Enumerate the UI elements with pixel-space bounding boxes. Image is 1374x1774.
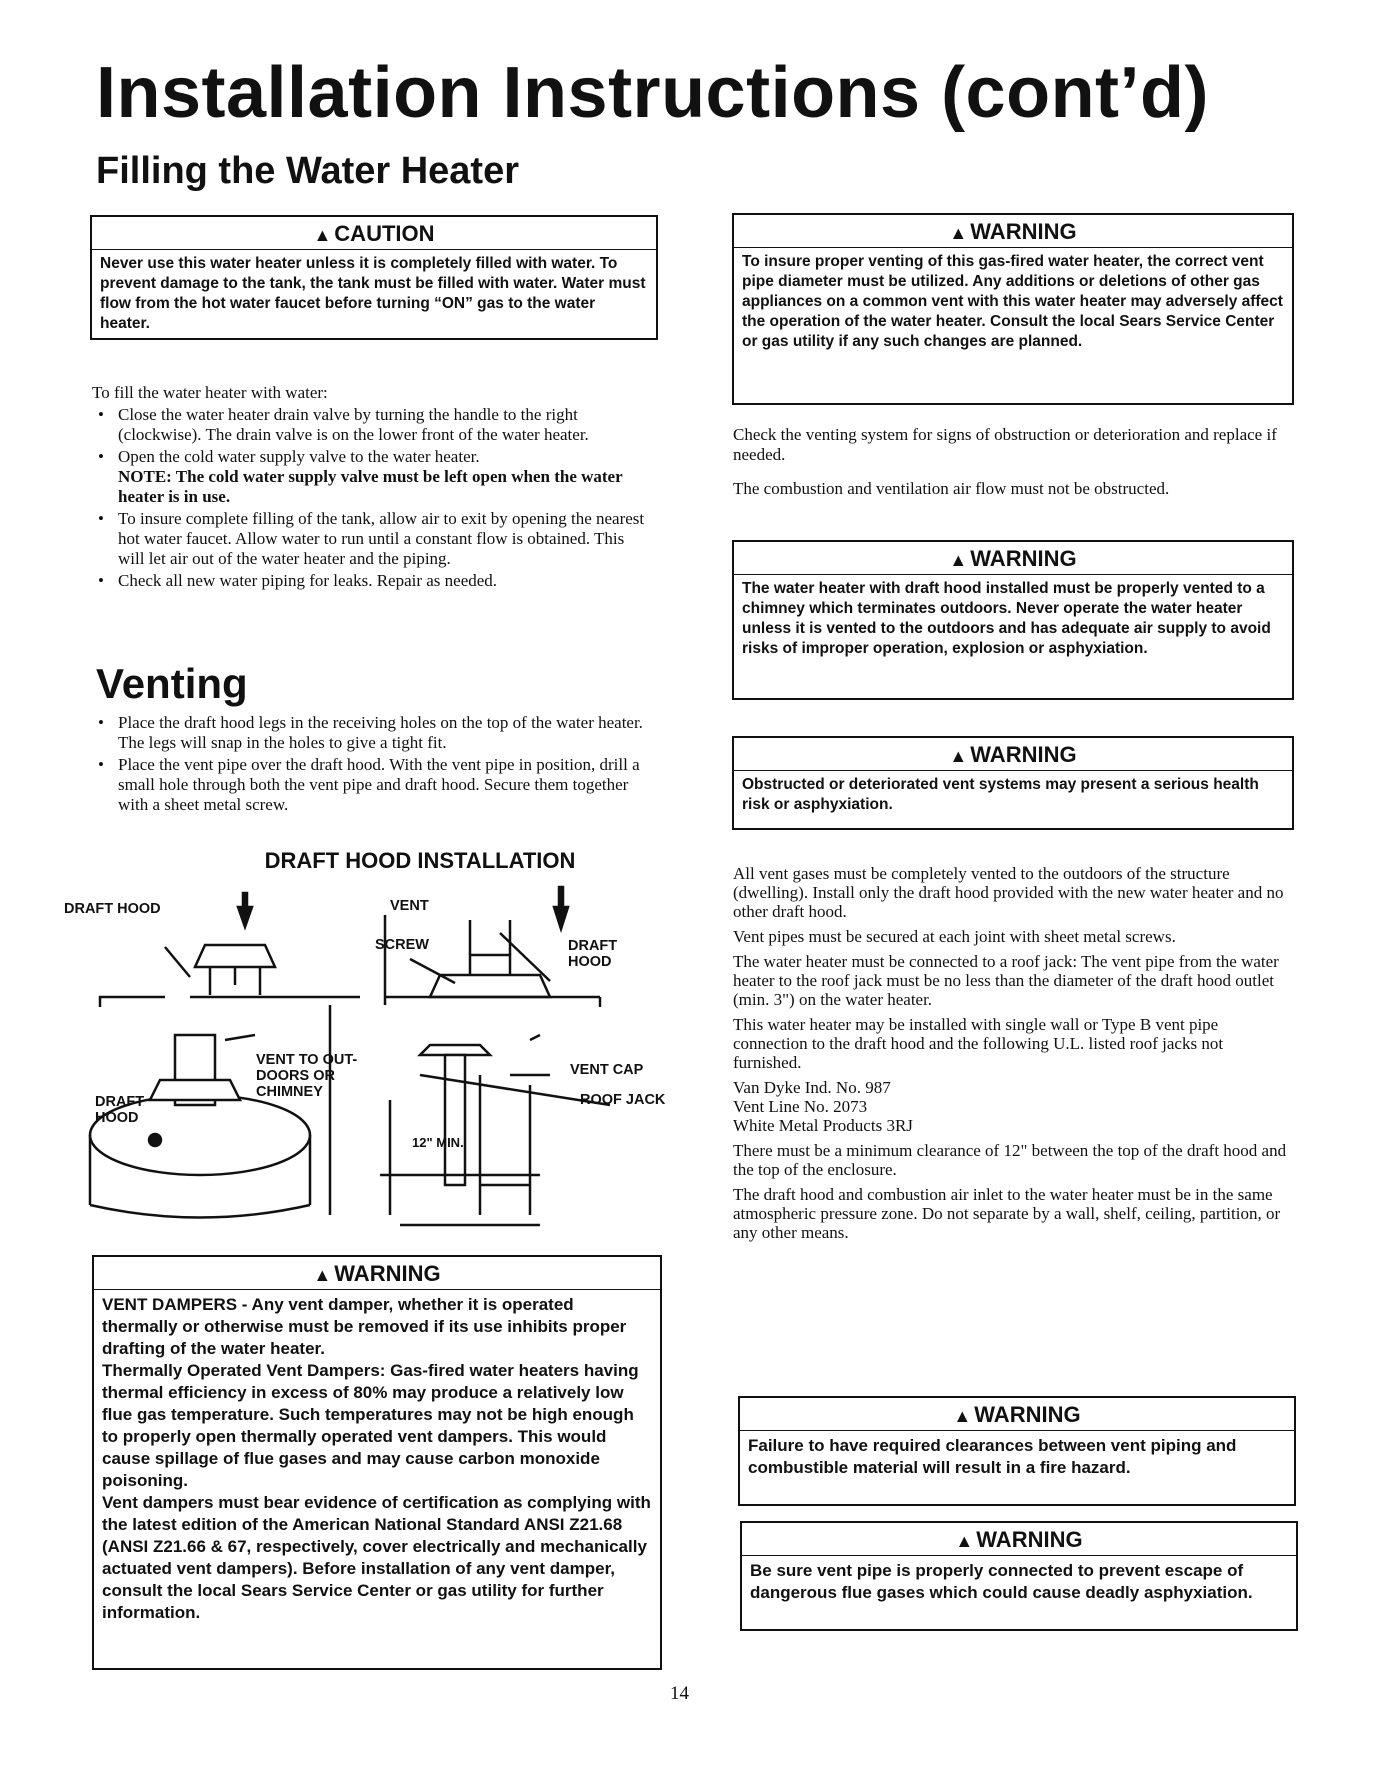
warning-triangle-icon: ▲ (949, 746, 968, 766)
paragraph: This water heater may be installed with single wall or Type B vent pipe connection to the draft hood and the following U.L. listed roof jacks not furnished. (733, 1015, 1224, 1072)
list-item (92, 713, 652, 753)
list-item-text: Close the water heater drain valve by turning the handle to the right (clockwise). The drain valve is on the lower front of the water heater. (118, 405, 589, 444)
caution-box (90, 215, 658, 340)
warning-triangle-icon: ▲ (313, 1265, 332, 1285)
page-title: Installation Instructions (cont’d) (96, 53, 1209, 133)
warning-header (734, 215, 1292, 248)
roof-jack-item: White Metal Products 3RJ (733, 1116, 913, 1135)
warning-body (734, 575, 1292, 665)
warning-text: Thermally Operated Vent Dampers: Gas-fired water heaters having thermal efficiency in excess of 80% may produce a relatively low flue gas temperature. Such temperatures may not be high enough to properly open thermally operated vent dampers. This would cause spillage of flue gases and may cause carbon monoxide poisoning. (102, 1361, 639, 1490)
warning-body (734, 248, 1292, 358)
warning-triangle-icon: ▲ (949, 223, 968, 243)
filling-bullet-list (92, 405, 652, 591)
warning-body (740, 1431, 1294, 1485)
label-draft-hood-bottom: DRAFT HOOD (95, 1094, 145, 1126)
warning-body (742, 1556, 1296, 1610)
list-item (92, 509, 652, 569)
list-item-text: Check all new water piping for leaks. Repair as needed. (118, 571, 498, 590)
warning-box-connection (740, 1521, 1298, 1631)
warning-text: The water heater with draft hood installed must be properly vented to a chimney which terminates outdoors. Never operate the water heater unless it is vented to the outdoors and has adequate air supply to avoid risks of improper operation, explosion or asphyxiation. (742, 580, 1271, 657)
list-item-text: Place the vent pipe over the draft hood. With the vent pipe in position, drill a small hole through both the vent pipe and draft hood. Secure them together with a sheet metal screw. (118, 755, 640, 814)
warning-title: WARNING (970, 546, 1077, 571)
warning-title: WARNING (974, 1402, 1081, 1427)
filling-intro: To fill the water heater with water: (92, 383, 328, 402)
paragraph: All vent gases must be completely vented to the outdoors of the structure (dwelling). Install only the draft hood provided with the new water heater and no other draft hood. (733, 864, 1284, 921)
warning-triangle-icon: ▲ (955, 1531, 974, 1551)
warning-triangle-icon: ▲ (313, 225, 332, 245)
paragraph: There must be a minimum clearance of 12" between the top of the draft hood and the top of the enclosure. (733, 1141, 1287, 1179)
warning-body (94, 1290, 660, 1630)
section-heading-filling: Filling the Water Heater (96, 150, 519, 192)
label-min-clearance: 12" MIN. (412, 1135, 464, 1150)
paragraph: The combustion and ventilation air flow must not be obstructed. (733, 479, 1170, 498)
warning-box-clearances (738, 1396, 1296, 1506)
warning-text: Be sure vent pipe is properly connected to prevent escape of dangerous flue gases which could cause deadly asphyxiation. (750, 1561, 1253, 1602)
warning-box-vent-diameter (732, 213, 1294, 405)
warning-title: WARNING (976, 1527, 1083, 1552)
warning-box-chimney (732, 540, 1294, 700)
warning-body (734, 771, 1292, 821)
paragraph: The water heater must be connected to a roof jack: The vent pipe from the water heater to the roof jack must be no less than the diameter of the draft hood outlet (min. 3") on the water heater. (733, 952, 1279, 1009)
warning-header (94, 1257, 660, 1290)
warning-header (742, 1523, 1296, 1556)
warning-title: WARNING (970, 219, 1077, 244)
warning-text: Vent dampers must bear evidence of certification as complying with the latest edition of the American National Standard ANSI Z21.68 (ANSI Z21.66 & 67, respectively, cover electrically and mechanically actuated vent dampers). Before installation of any vent damper, consult the local Sears Service Center or gas utility for further information. (102, 1493, 651, 1622)
roof-jack-item: Van Dyke Ind. No. 987 (733, 1078, 891, 1097)
warning-header (734, 738, 1292, 771)
roof-jack-item: Vent Line No. 2073 (733, 1097, 868, 1116)
label-vent-cap: VENT CAP (570, 1062, 644, 1078)
list-item (92, 447, 652, 507)
venting-instructions (92, 713, 652, 817)
warning-text: To insure proper venting of this gas-fired water heater, the correct vent pipe diameter must be utilized. Any additions or deletions of other gas appliances on a common vent with this water heater may adversely affect the operation of the water heater. Consult the local Sears Service Center or gas utility if any such changes are planned. (742, 253, 1283, 350)
caution-text: Never use this water heater unless it is completely filled with water. To prevent damage to the tank, the tank must be filled with water. Water must flow from the hot water faucet before turning “ON” gas to the water heater. (100, 255, 646, 332)
warning-box-dampers (92, 1255, 662, 1670)
label-screw: SCREW (375, 937, 429, 953)
warning-text: Obstructed or deteriorated vent systems may present a serious health risk or asphyxiation. (742, 776, 1259, 813)
list-item-text: To insure complete filling of the tank, allow air to exit by opening the nearest hot water faucet. Allow water to run until a constant flow is obtained. This will let air out of the water heater and the piping. (118, 509, 645, 568)
warning-triangle-icon: ▲ (949, 550, 968, 570)
warning-title: WARNING (334, 1261, 441, 1286)
caution-body (92, 250, 656, 340)
paragraph: The draft hood and combustion air inlet to the water heater must be in the same atmospheric pressure zone. Do not separate by a wall, shelf, ceiling, partition, or any other means. (733, 1185, 1281, 1242)
paragraph: Check the venting system for signs of obstruction or deterioration and replace if needed. (733, 425, 1277, 464)
label-draft-hood-top: DRAFT HOOD (64, 901, 161, 917)
list-item (92, 571, 652, 591)
venting-check-text (733, 425, 1293, 513)
warning-header (740, 1398, 1294, 1431)
page-number: 14 (670, 1683, 689, 1704)
section-heading-venting: Venting (96, 660, 248, 707)
list-item (92, 405, 652, 445)
list-item-text: Open the cold water supply valve to the water heater. (118, 447, 480, 466)
label-roof-jack: ROOF JACK (580, 1092, 666, 1108)
diagram-caption: DRAFT HOOD INSTALLATION (264, 848, 576, 873)
warning-title: WARNING (970, 742, 1077, 767)
caution-header (92, 217, 656, 250)
label-vent-to-outdoors: VENT TO OUT- DOORS OR CHIMNEY (256, 1052, 358, 1100)
list-item (92, 755, 652, 815)
arrow-down-icon (554, 907, 568, 929)
label-vent: VENT (390, 898, 429, 914)
vent-requirements-text (733, 864, 1295, 1256)
filling-note: NOTE: The cold water supply valve must be left open when the water heater is in use. (118, 467, 623, 506)
warning-text: Failure to have required clearances between vent piping and combustible material will result in a fire hazard. (748, 1436, 1237, 1477)
caution-title: CAUTION (334, 221, 435, 246)
list-item-text: Place the draft hood legs in the receiving holes on the top of the water heater. The legs will snap in the holes to give a tight fit. (118, 713, 643, 752)
warning-header (734, 542, 1292, 575)
warning-triangle-icon: ▲ (953, 1406, 972, 1426)
warning-box-obstructed (732, 736, 1294, 830)
label-draft-hood-right: DRAFT HOOD (568, 938, 618, 970)
filling-instructions (92, 383, 652, 593)
paragraph: Vent pipes must be secured at each joint with sheet metal screws. (733, 927, 1176, 946)
warning-text: VENT DAMPERS - Any vent damper, whether it is operated thermally or otherwise must be removed if its use inhibits proper drafting of the water heater. (102, 1295, 627, 1358)
venting-bullet-list (92, 713, 652, 815)
